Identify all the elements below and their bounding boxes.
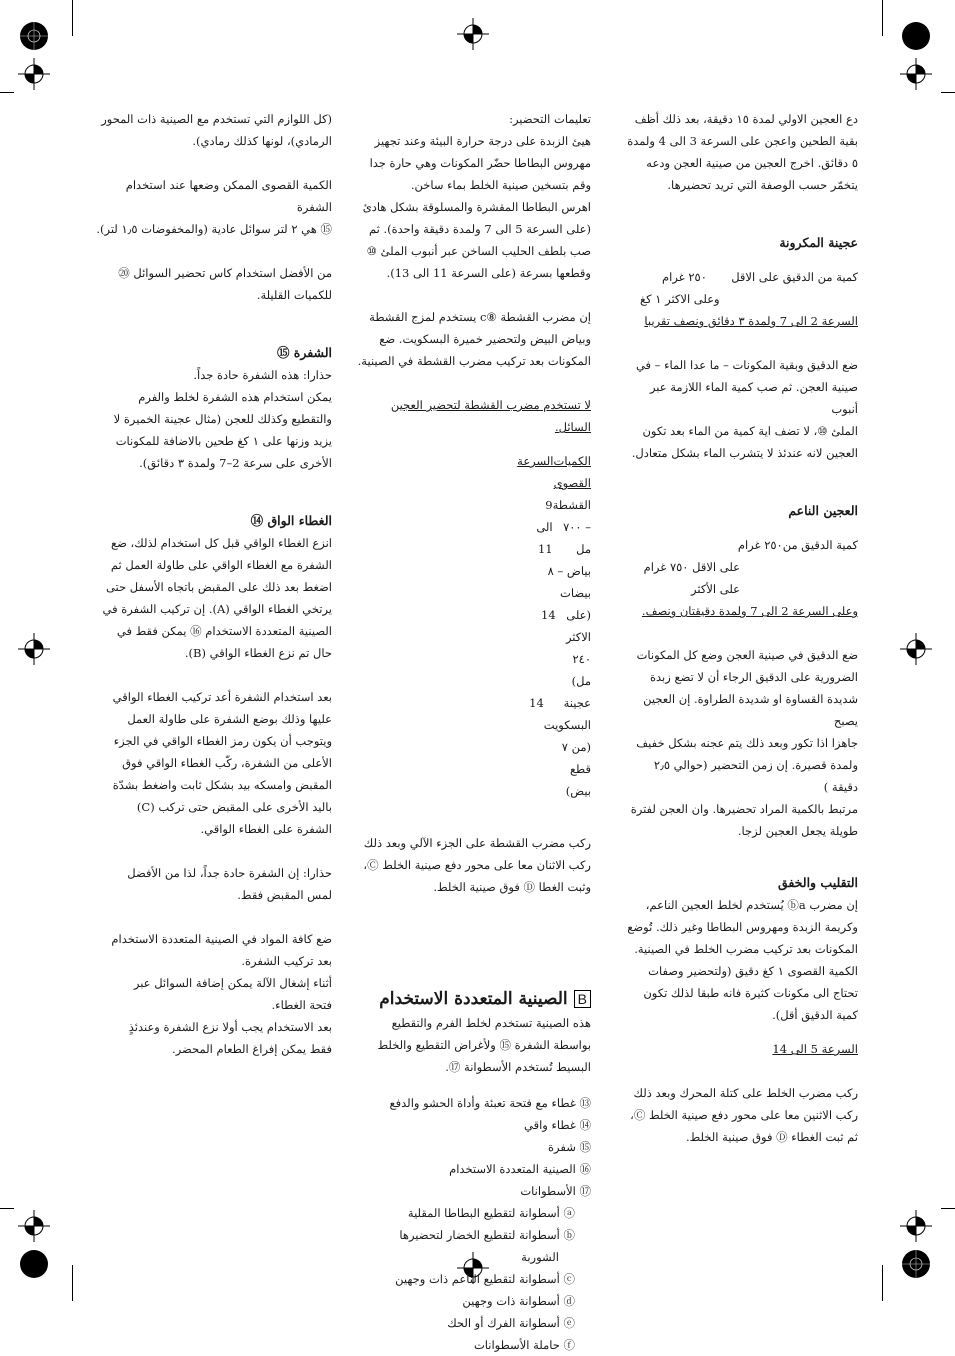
part-number: ⑭ <box>579 1118 591 1132</box>
text-line: طويلة يجعل العجين لزجا. <box>737 824 858 838</box>
part-text: الصينية المتعددة الاستخدام <box>449 1162 576 1176</box>
heading-pasta-dough: عجينة المكرونة <box>779 235 858 250</box>
text-line: كمية الدقيق أقل). <box>772 1008 858 1022</box>
trim-line <box>72 1265 73 1301</box>
text-line: مرتبط بالكمية المراد تحضيرها. وان العجن لفترة <box>630 802 858 816</box>
subpart-text: أسطوانة لتقطيع الناعم ذات وجهين <box>395 1272 560 1286</box>
table-cell-speed: 14 <box>529 696 544 710</box>
table-row <box>355 560 591 604</box>
text-line: جاهزا اذا تكور وبعد ذلك يتم عجنه بشكل خفيف <box>636 736 858 750</box>
pasta-max: وعلى الاكثر ١ كغ <box>640 292 720 306</box>
soft-label: كمية الدقيق من <box>782 538 858 552</box>
pasta-min-label: كمية من الدقيق على الاقل <box>731 270 858 284</box>
list-item <box>355 1246 591 1268</box>
section-letter: B <box>574 990 591 1008</box>
text-line: هيئ الزبدة على درجة حرارة البيئة وعند تجهيز <box>374 134 591 148</box>
trim-line <box>0 92 14 93</box>
text-line: الضرورية على الدقيق الرجاء أن لا تضع زبدة <box>650 670 858 684</box>
text-line: الملئ ⑩، لا تضف اية كمية من الماء بعد تكون <box>642 424 858 438</box>
header-max-quantities: الكميات القصوى <box>553 454 591 490</box>
table-cell-speed <box>355 560 541 604</box>
trim-line <box>882 1265 883 1301</box>
text-line: حذارا: إن الشفرة حادة جداً، لذا من الأفضل <box>127 866 332 880</box>
text-line: ضع كافة المواد في الصينية المتعددة الاستخدام <box>111 932 332 946</box>
table-cell-speed: 14 <box>541 608 556 622</box>
text-line: مهروس البطاطا حضّر المكونات وهي حارة جدا <box>369 156 591 170</box>
text-line: إن مضرب القشطة ⑧c يستخدم لمزج القشطة <box>369 310 591 324</box>
pasta-quantity-row <box>626 266 858 288</box>
text-line: ٥ دقائق. اخرج العجين من صينية العجن ودعه <box>646 156 858 170</box>
soft-min: على الاقل ٧٥٠ غرام <box>643 560 740 574</box>
text-line: صب بلطف الحليب الساخن عبر أنبوب الملئ ⑩ <box>366 244 591 258</box>
text-line: يرتخي الغطاء الواقي (A). إن تركيب الشفرة في <box>102 602 332 616</box>
registration-mark-top-right <box>900 58 932 90</box>
text-line: انزع الغطاء الواقي قبل كل استخدام لذلك، ضع <box>111 536 332 550</box>
text-line: من الأفضل استخدام كاس تحضير السوائل ⑳ <box>118 266 332 280</box>
soft-max: على الأكثر <box>691 582 740 596</box>
text-line: الصينية المتعددة الاستخدام ⑯ يمكن فقط في <box>116 624 332 638</box>
text-line: ركب الاثنين معا على محور دفع صينية الخلط Ⓒ، <box>630 1108 858 1122</box>
list-item <box>355 1224 591 1246</box>
subpart-text: أسطوانة لتقطيع البطاطا المقلية <box>407 1206 560 1220</box>
registration-mark-bottom-right <box>900 1210 932 1242</box>
text-line: بعد الاستخدام يجب أولا نزع الشفرة وعندئذٍ <box>128 1020 332 1034</box>
table-row <box>355 692 591 802</box>
text-line: المكونات بعد تركيب مضرب الخلط في الصينية. <box>634 942 858 956</box>
text-line: والتقطيع وكذلك للعجن (مثال عجينة الخميرة لا <box>113 412 332 426</box>
subpart-letter: ⓔ <box>563 1316 575 1330</box>
list-item <box>355 1114 591 1136</box>
text-line: (كل اللوازم التي تستخدم مع الصينية ذات المحور <box>101 112 332 126</box>
text-line: يمكن استخدام هذه الشفرة لخلط والفرم <box>138 390 332 404</box>
text-line: ويتوجب أن يكون رمز الغطاء الواقي في الجزء <box>113 734 332 748</box>
table-cell-quantity: عجينة البسكويت (من ٧ قطع بيض) <box>543 696 591 798</box>
text-line: ضع الدقيق في صينية العجن وضع كل المكونات <box>636 648 858 662</box>
header-speed: السرعة <box>517 454 554 468</box>
subpart-text: أسطوانة لتقطيع الخضار لتحضيرها <box>399 1228 560 1242</box>
text-line: إن مضرب ⓑa يُستخدم لخلط العجين الناعم، <box>645 898 858 912</box>
list-item <box>355 1290 591 1312</box>
text-line: المقبض وامسكه بيد بشكل ثابت واضغط بشدّة <box>112 778 332 792</box>
subpart-letter: ⓒ <box>563 1272 575 1286</box>
trim-line <box>941 1208 955 1209</box>
heading-blade: الشفرة ⑮ <box>276 345 332 360</box>
text-line: وقطعها بسرعة (على السرعة 11 الى 13). <box>386 266 591 280</box>
soft-speed: وعلى السرعة 2 الى 7 ولمدة دقيقتان ونصف. <box>641 604 858 618</box>
text-line: ولمدة قصيرة. إن زمن التحضير (حوالي ٢٫٥ دقيقة ) <box>653 758 858 794</box>
heading-blade-guard: الغطاء الواق ⑭ <box>250 513 332 528</box>
subpart-text: الشوربة <box>521 1250 559 1264</box>
part-text: غطاء واقي <box>523 1118 576 1132</box>
table-header <box>355 450 591 494</box>
list-item <box>355 1334 591 1356</box>
list-item <box>355 1180 591 1202</box>
text-line: ركب مضرب الخلط على كتلة المحرك وبعد ذلك <box>633 1086 858 1100</box>
text-line: وكريمة الزبدة ومهروس البطاطا وغير ذلك. تُوضع <box>627 920 858 934</box>
heading-soft-dough: العجين الناعم <box>788 503 858 518</box>
text-line: تعليمات التحضير: <box>509 112 591 126</box>
color-target-bottom-right <box>900 1248 932 1280</box>
subpart-text: أسطوانة الفرك أو الحك <box>447 1316 560 1330</box>
text-line: تحتاج الى مكونات كثيرة فانه طبقا لذلك تكون <box>643 986 858 1000</box>
text-line: ثم ثبت الغطاء Ⓓ فوق صينية الخلط. <box>685 1130 858 1144</box>
text-line: وبياض البيض ولتحضير خميرة البسكويت. ضع <box>379 332 591 346</box>
text-line: للكميات القليلة. <box>256 288 332 302</box>
text-line: الرمادي)، لونها كذلك رمادي). <box>192 134 332 148</box>
list-item <box>355 1136 591 1158</box>
text-line: المكونات بعد تركيب مضرب القشطة في الصينية. <box>357 354 591 368</box>
text-line: فتحة الغطاء. <box>271 998 332 1012</box>
table-row <box>355 604 591 692</box>
trim-line <box>941 92 955 93</box>
text-line: حذارا: هذه الشفرة حادة جداً. <box>193 368 332 382</box>
list-item <box>355 1158 591 1180</box>
trim-line <box>72 0 73 36</box>
list-item <box>355 1312 591 1334</box>
trim-line <box>882 0 883 36</box>
registration-mark-top-center <box>457 18 489 50</box>
text-line: يتخمّر حسب الوصفة التي تريد تحضيرها. <box>667 178 858 192</box>
note-line: لا تستخدم مضرب القشطة لتحضير العجين <box>390 398 591 412</box>
pasta-min-value: ٢٥٠ غرام <box>662 270 707 284</box>
text-line: باليد الأخرى على المقبض حتى تركب (C) <box>136 800 332 814</box>
text-line: ركب الاثنان معا على محور دفع صينية الخلط Ⓒ، <box>363 858 591 872</box>
text-line: الكمية القصوى الممكن وضعها عند استخدام الشفرة <box>125 178 332 214</box>
list-item <box>355 1092 591 1114</box>
text-line: الأخرى على سرعة 2–7 ولمدة ٣ دقائق). <box>139 456 332 470</box>
table-cell-quantity: بياض – ٨ بيضات <box>547 564 591 600</box>
text-line: ضع الدقيق وبقية المكونات – ما عدا الماء – في <box>635 358 858 372</box>
text-line: العجين لانه عندئذ لا يتشرب الماء بشكل متعادل. <box>631 446 858 460</box>
text-line: الشفرة على الغطاء الواقي. <box>200 822 332 836</box>
text-line: بقية الطحين واعجن على السرعة 3 الى 4 ولمدة <box>627 134 858 148</box>
text-line: عليها وذلك بوضع الشفرة على طاولة العمل <box>127 712 332 726</box>
column-middle <box>355 108 591 1356</box>
part-number: ⑬ <box>579 1096 591 1110</box>
text-line: ركب مضرب القشطة على الجزء الآلي وبعد ذلك <box>363 836 591 850</box>
part-number: ⑯ <box>579 1162 591 1176</box>
table-cell-quantity: (على الاكثر ٢٤٠ مل) <box>565 608 591 688</box>
list-item <box>355 1268 591 1290</box>
subpart-letter: ⓕ <box>563 1338 575 1352</box>
text-line: بواسطة الشفرة ⑮ ولأغراض التقطيع والخلط <box>377 1038 591 1052</box>
color-target-top-left <box>18 20 50 52</box>
soft-quantity-row <box>626 534 858 556</box>
heading-mixing: التقليب والخفق <box>777 875 858 890</box>
text-line: اضغط بعد ذلك على المقبض باتجاه الأسفل حتى <box>105 580 332 594</box>
text-line: فقط يمكن إفراغ الطعام المحضر. <box>172 1042 332 1056</box>
text-line: بعد استخدام الشفرة أعد تركيب الغطاء الواقي <box>112 690 332 704</box>
subpart-text: حاملة الأسطوانات <box>473 1338 560 1352</box>
column-right <box>626 108 858 1148</box>
text-line: أثناء إشغال الآلة يمكن إضافة السوائل عبر <box>133 976 332 990</box>
text-line: شديدة القساوة او شديدة الطراوة. إن العجين يصبح <box>643 692 858 728</box>
section-heading-multipurpose-bowl <box>355 986 591 1012</box>
table-cell-quantity: القشطة – ٧٠٠ مل <box>552 498 591 556</box>
list-item <box>355 1202 591 1224</box>
text-line: صينية العجن. ثم صب كمية الماء اللازمة عبر أنبوب <box>649 380 858 416</box>
part-text: الأسطوانات <box>520 1184 576 1198</box>
text-line: البسيط تُستخدم الأسطوانة ⑰. <box>445 1060 591 1074</box>
color-target-top-right <box>900 20 932 52</box>
table-row <box>355 494 591 560</box>
part-number: ⑮ <box>579 1140 591 1154</box>
subpart-text: أسطوانة ذات وجهين <box>462 1294 560 1308</box>
registration-mark-bottom-left <box>18 1210 50 1242</box>
section-title: الصينية المتعددة الاستخدام <box>379 989 568 1009</box>
text-line: هذه الصينية تستخدم لخلط الفرم والتقطيع <box>391 1016 591 1030</box>
part-text: شفرة <box>548 1140 576 1154</box>
text-line: دع العجين الاولي لمدة ١٥ دقيقة، بعد ذلك أظف <box>634 112 858 126</box>
text-line: الأعلى من الشفرة، ركّب الغطاء الواقي فوق <box>122 756 332 770</box>
subpart-letter: ⓓ <box>563 1294 575 1308</box>
text-line: الكمية القصوى ١ كغ دقيق (ولتحضير وصفات <box>648 964 858 978</box>
subpart-letter: ⓐ <box>563 1206 575 1220</box>
subpart-letter: ⓑ <box>563 1228 575 1242</box>
parts-list <box>355 1092 591 1356</box>
text-line: (على السرعة 5 الى 7 ولمدة دقيقة واحدة). ثم <box>368 222 591 236</box>
part-text: غطاء مع فتحة تعبئة وأداة الحشو والدفع <box>389 1096 576 1110</box>
text-line: يزيد وزنها على ١ كغ طحين بالاضافة للمكونات <box>115 434 332 448</box>
column-left <box>96 108 332 1060</box>
text-line: لمس المقبض فقط. <box>237 888 332 902</box>
registration-mark-mid-left <box>18 633 50 665</box>
note-line: السائل. <box>554 420 591 434</box>
registration-mark-mid-right <box>900 633 932 665</box>
text-line: اهرس البطاطا المقشرة والمسلوقة بشكل هادئ <box>362 200 591 214</box>
text-line: وثبت الغطا Ⓓ فوق صينية الخلط. <box>433 880 591 894</box>
text-line: وقم بتسخين صينية الخلط بماء ساخن. <box>410 178 591 192</box>
pasta-speed: السرعة 2 الى 7 ولمدة ٣ دقائق ونصف تقريبا <box>644 314 858 328</box>
trim-line <box>0 1208 14 1209</box>
registration-mark-top-left <box>18 58 50 90</box>
text-line: الشفرة مع الغطاء الواقي على طاولة العمل ثم <box>110 558 332 572</box>
part-number: ⑰ <box>579 1184 591 1198</box>
color-target-bottom-left <box>18 1248 50 1280</box>
soft-value: ٢٥٠ غرام <box>737 538 783 552</box>
text-line: بعد تركيب الشفرة. <box>241 954 332 968</box>
text-line: حال تم نزع الغطاء الواقي (B). <box>184 646 332 660</box>
text-line: ⑮ هي ٢ لتر سوائل عادية (والمخفوضات ١٫٥ لتر). <box>96 222 332 236</box>
table-cell-speed: 9 الى 11 <box>536 498 553 556</box>
mixing-speed: السرعة 5 الى 14 <box>772 1042 858 1056</box>
